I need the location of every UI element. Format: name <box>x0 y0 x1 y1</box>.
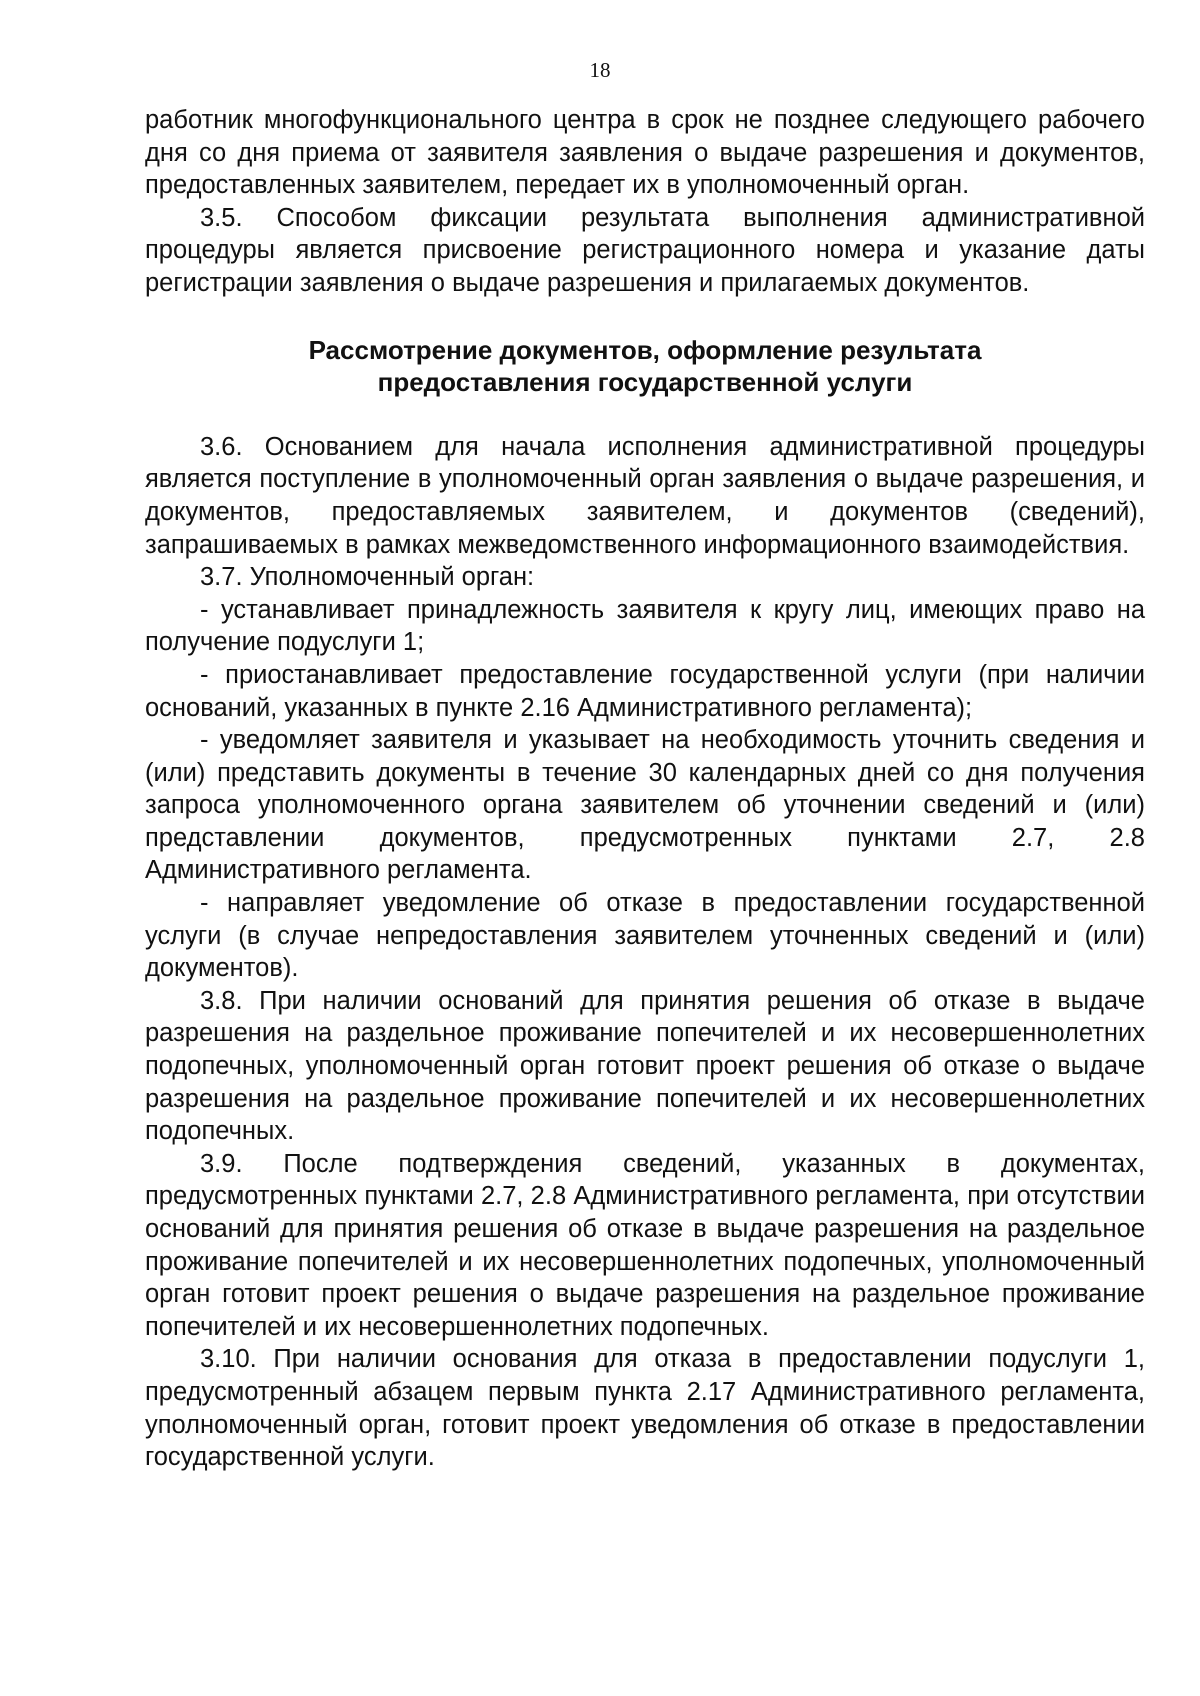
paragraph-3-8: 3.8. При наличии оснований для принятия решения об отказе в выдаче разрешения на раздельное проживание попечителей и их несовершеннолетних подопечных, уполномоченный орган готовит проект решения об отказе о выдаче разрешения на раздельное проживание попечителей и их несовершеннолетних подопечных. <box>145 986 1145 1146</box>
paragraph-3-10: 3.10. При наличии основания для отказа в предоставлении подуслуги 1, предусмотренный абзацем первым пункта 2.17 Административного регламента, уполномоченный орган, готовит проект уведомления об отказе в предоставлении государственной услуги. <box>145 1345 1145 1472</box>
list-item-establishes: - устанавливает принадлежность заявителя к кругу лиц, имеющих право на получение подуслуги 1; <box>145 595 1145 657</box>
document-body <box>145 104 1145 1474</box>
section-heading-line-1: Рассмотрение документов, оформление результата <box>308 334 982 365</box>
list-item-notifies: - уведомляет заявителя и указывает на необходимость уточнить сведения и (или) представить документы в течение 30 календарных дней со дня получения запроса уполномоченного органа заявителем об уточнении сведений и (или) представлении документов, предусмотренных пунктами 2.7, 2.8 Административного регламента. <box>145 726 1145 885</box>
paragraph-3-9: 3.9. После подтверждения сведений, указанных в документах, предусмотренных пунктами 2.7, 2.8 Административного регламента, при отсутствии оснований для принятия решения об отказе в выдаче разрешения на раздельное проживание попечителей и их несовершеннолетних подопечных, уполномоченный орган готовит проект решения о выдаче разрешения на раздельное проживание попечителей и их несовершеннолетних подопечных. <box>145 1149 1145 1341</box>
paragraph-3-7: 3.7. Уполномоченный орган: <box>200 563 535 592</box>
list-item-sends-refusal: - направляет уведомление об отказе в предоставлении государственной услуги (в случае непредоставления заявителем уточненных сведений и (или) документов). <box>145 889 1145 983</box>
paragraph-continuation: работник многофункционального центра в срок не позднее следующего рабочего дня со дня приема от заявителя заявления о выдаче разрешения и документов, предоставленных заявителем, передает их в уполномоченный орган. <box>145 106 1145 200</box>
page-number: 18 <box>589 58 611 82</box>
list-item-suspends: - приостанавливает предоставление государственной услуги (при наличии оснований, указанных в пункте 2.16 Административного регламента); <box>145 660 1145 722</box>
section-heading-line-2: предоставления государственной услуги <box>377 367 913 398</box>
paragraph-3-5: 3.5. Способом фиксации результата выполнения административной процедуры является присвоение регистрационного номера и указание даты регистрации заявления о выдаче разрешения и прилагаемых документов. <box>145 203 1145 297</box>
section-heading <box>145 334 1145 399</box>
paragraph-3-6: 3.6. Основанием для начала исполнения административной процедуры является поступление в уполномоченный орган заявления о выдаче разрешения, и документов, предоставляемых заявителем, и документов (сведений), запрашиваемых в рамках межведомственного информационного взаимодействия. <box>145 432 1145 559</box>
